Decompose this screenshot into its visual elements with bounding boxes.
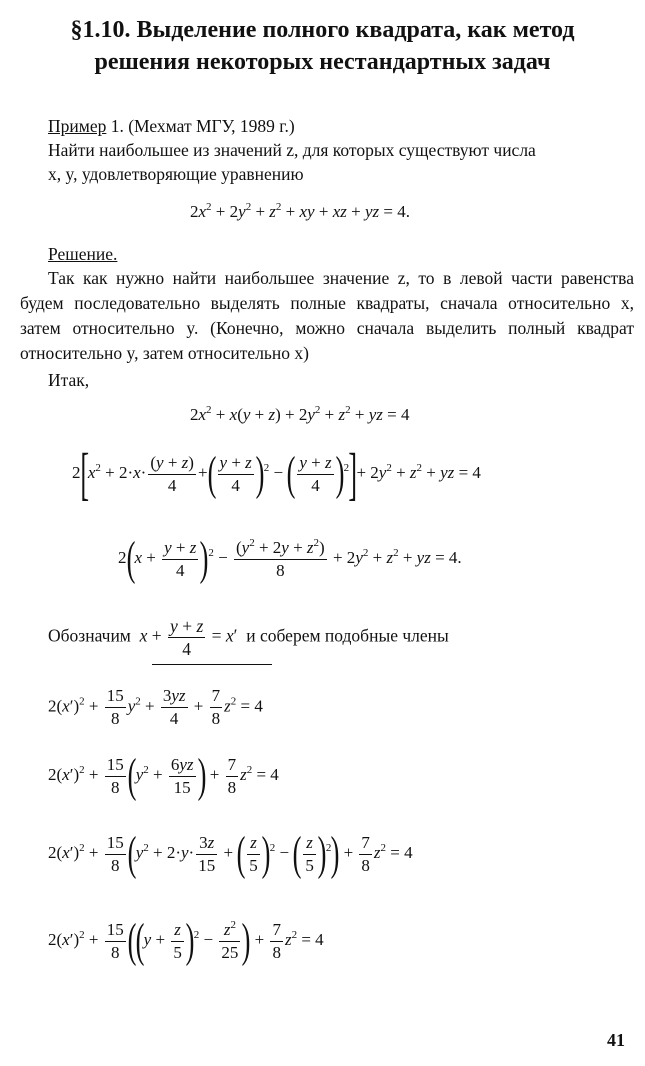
- solution-heading: [48, 242, 117, 266]
- itak-word: Итак,: [48, 370, 90, 390]
- example-label: Пример: [48, 116, 107, 136]
- equation-step-3: 2(x + $\frac{y + z}{4}$ )$^2$ − $\frac{(y^2 + 2y + z^2)}{8}$ + $2y^2 + z^2$ + yz = 4.: [118, 532, 462, 585]
- equation-step-7: $2(x')^2$ + $\frac{15}{8}$ ((y + $\frac{z}{5}$ )$^2$ − $\frac{z^2}{25}$ ) + $\frac{7}{8}$ $z^2 = 4$: [48, 914, 324, 967]
- equation-main: $2x^2 + 2y^2 + z^2$ + xy + xz + yz = 4.: [190, 201, 410, 221]
- equation-step-5: $2(x')^2$ + $\frac{15}{8}$ ($y^2$ + $\frac{6yz}{15}$ ) + $\frac{7}{8}$ $z^2 = 4$: [48, 749, 279, 802]
- task-line-1: Найти наибольшее из значений z, для которых существуют числа: [48, 140, 536, 160]
- solution-label: Решение.: [48, 244, 118, 264]
- equation-step-6: $2(x')^2$ + $\frac{15}{8}$ ($y^2 + 2\cdot y\cdot$ $\frac{3z}{15}$ + ( $\frac{z}{5}$ )$^2$ − ( $\frac{z}{5}$ )$^2$) + $\frac{7}{8}$ $z^2 = 4$: [48, 827, 413, 880]
- notation-before: Обозначим: [48, 625, 131, 646]
- task-line-2: x, y, удовлетворяющие уравнению: [48, 164, 304, 184]
- example-heading: [48, 114, 295, 138]
- equation-step-4: $2(x')^2$ + $\frac{15}{8}$ $y^2$ + $\frac{3yz}{4}$ + $\frac{7}{8}$ $z^2 = 4$: [48, 686, 263, 728]
- notation-after: и соберем подобные члены: [246, 625, 449, 646]
- notation-underline: [152, 664, 272, 665]
- solution-paragraph: Так как нужно найти наибольшее значение z, то в левой части равенства будем последовательно выделять полные квадраты, сначала относительно x, затем относительно y. (Конечно, можно сначала выделить полный квадрат относительно y, затем относительно x): [20, 268, 634, 363]
- equation-step-2: $2[x^2 + 2\cdot x\cdot$ $\frac{(y + z)}{4}$ +( $\frac{y + z}{4}$ )$^2$ − ( $\frac{y + z}{4}$ )$^2]+ 2y^2 + z^2$ + yz = 4: [72, 441, 481, 506]
- section-title-line-2: решения некоторых нестандартных задач: [94, 49, 551, 75]
- page-number: 41: [607, 1030, 625, 1050]
- example-source: 1. (Мехмат МГУ, 1989 г.): [106, 116, 295, 136]
- section-title: [20, 14, 625, 78]
- equation-step-1: $2x^2 + x(y + z) + 2y^2 + z^2$ + yz = 4: [190, 404, 410, 424]
- section-title-line-1: §1.10. Выделение полного квадрата, как метод: [70, 17, 575, 43]
- notation-line: Обозначим x + $\frac{y + z}{4}$ = x′ и соберем подобные члены: [48, 616, 449, 659]
